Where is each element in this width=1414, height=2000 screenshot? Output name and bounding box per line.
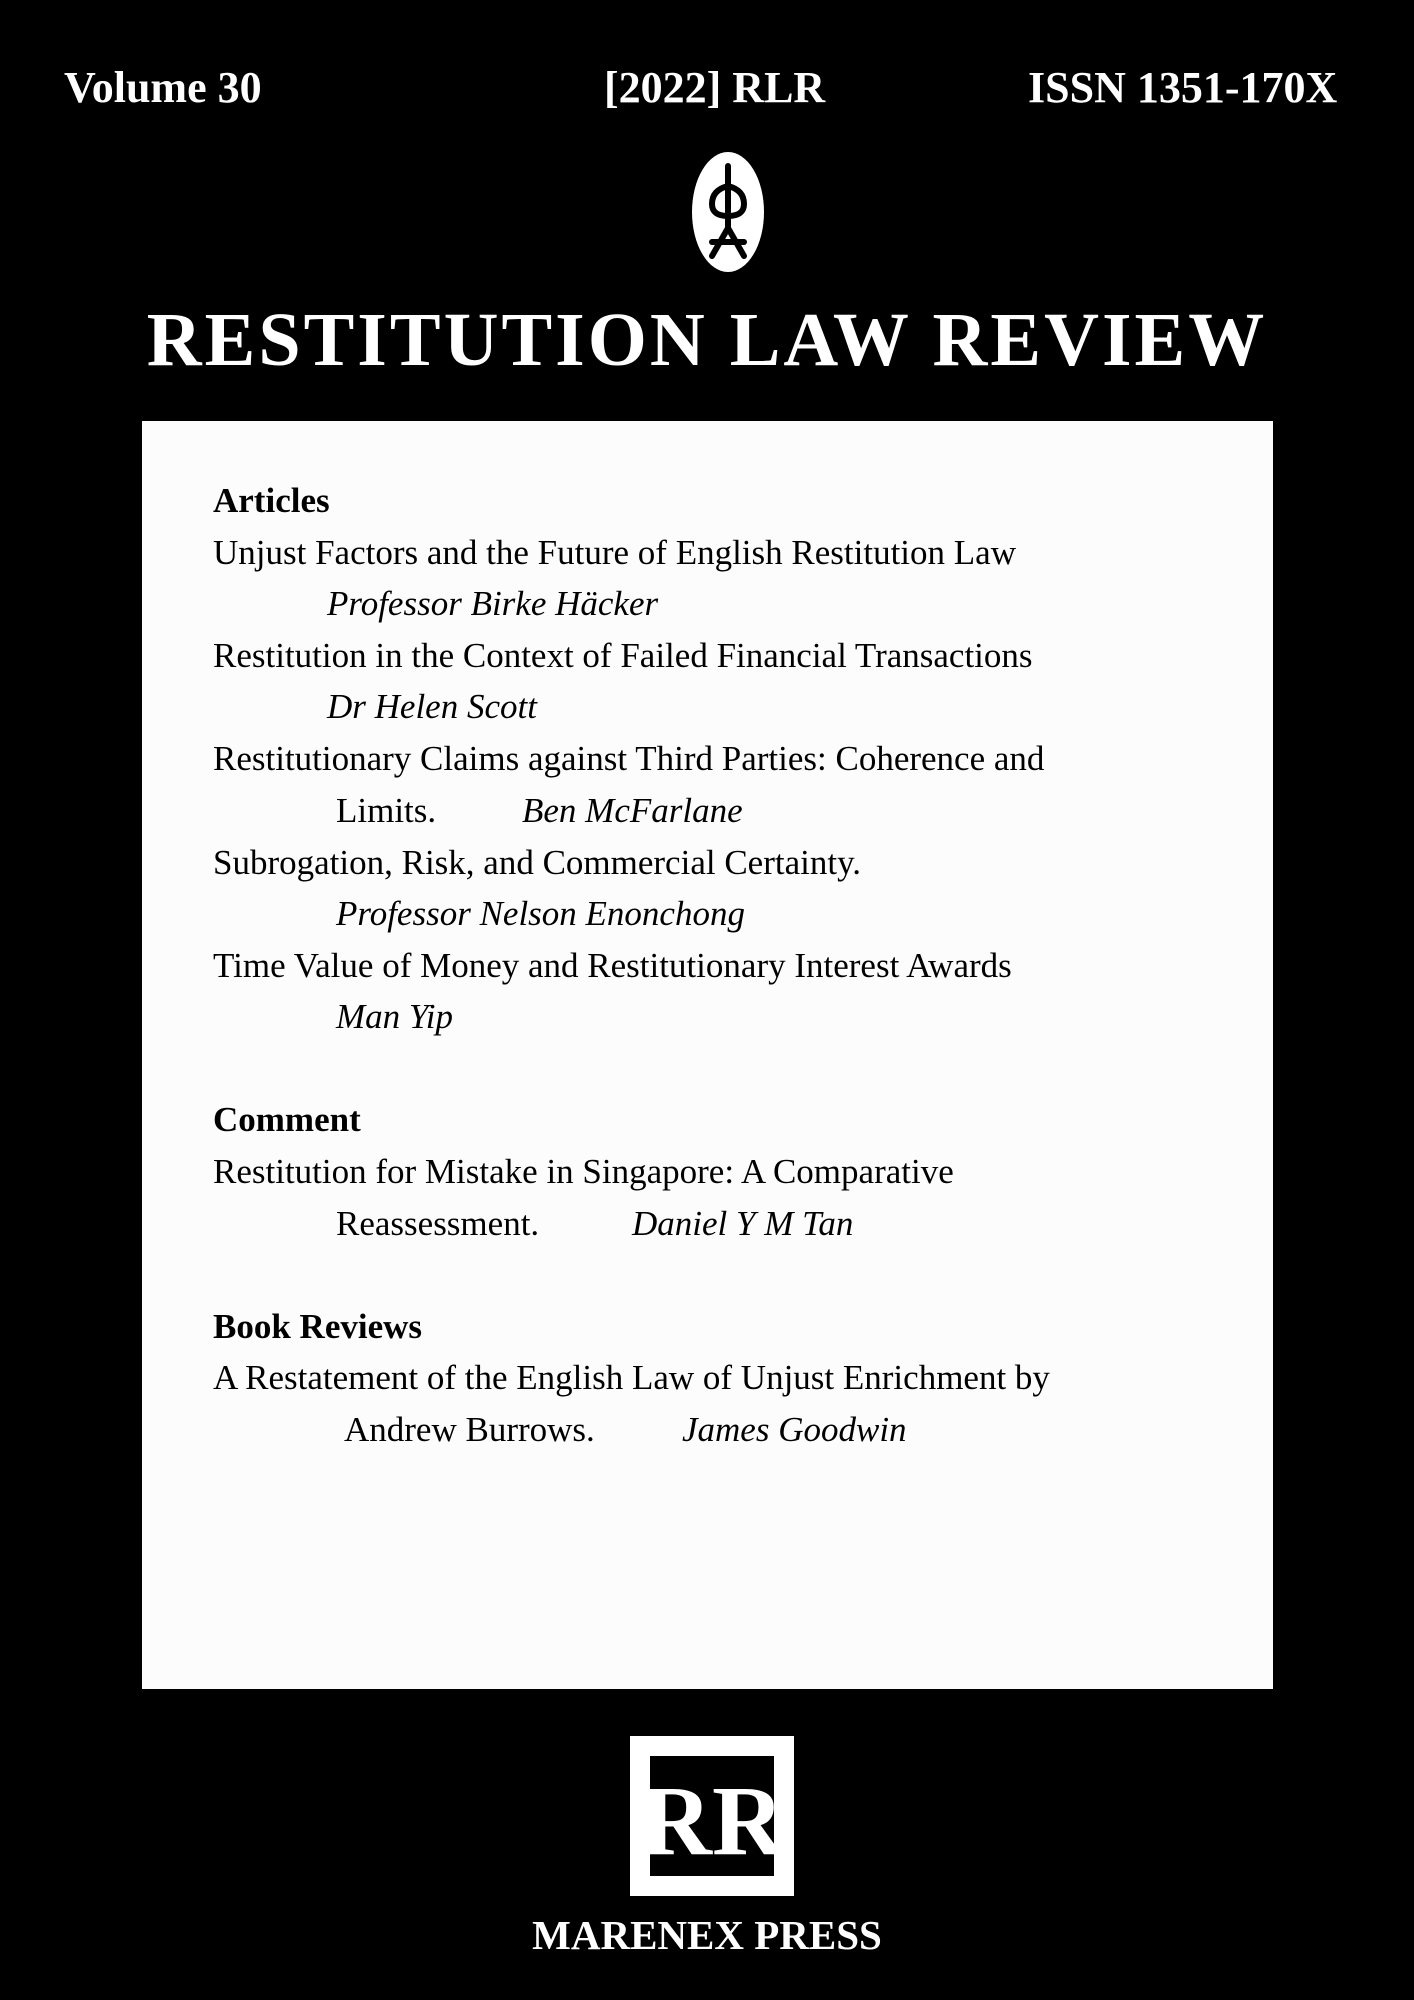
year-label: [2022] RLR	[604, 63, 826, 112]
issn-label: ISSN 1351-170X	[1028, 63, 1338, 112]
article-author: Professor Nelson Enonchong	[336, 894, 745, 933]
article-title: Time Value of Money and Restitutionary Interest Awards	[213, 946, 1012, 985]
book-review-title-continuation: Andrew Burrows.	[344, 1410, 595, 1449]
svg-text:RR: RR	[639, 1765, 785, 1876]
article-author: Ben McFarlane	[522, 791, 743, 830]
article-author: Dr Helen Scott	[327, 687, 537, 726]
book-review-author: James Goodwin	[682, 1410, 907, 1449]
comment-title-continuation: Reassessment.	[336, 1204, 540, 1243]
journal-emblem-icon	[690, 150, 766, 274]
journal-title: RESTITUTION LAW REVIEW	[146, 298, 1268, 382]
article-title: Restitution in the Context of Failed Financial Transactions	[213, 636, 1033, 675]
contents-panel	[142, 421, 1273, 1689]
volume-label: Volume 30	[64, 63, 262, 112]
article-author: Professor Birke Häcker	[327, 584, 659, 623]
book-review-title: A Restatement of the English Law of Unjust Enrichment by	[213, 1358, 1050, 1397]
comment-author: Daniel Y M Tan	[632, 1204, 854, 1243]
publisher-name: MARENEX PRESS	[532, 1912, 882, 1958]
article-author: Man Yip	[336, 997, 453, 1036]
article-title-continuation: Limits.	[336, 791, 437, 830]
article-title: Restitutionary Claims against Third Parties: Coherence and	[213, 739, 1045, 778]
comment-heading: Comment	[213, 1100, 361, 1139]
marenex-logo-icon	[630, 1736, 794, 1896]
article-title: Subrogation, Risk, and Commercial Certainty.	[213, 843, 862, 882]
book-reviews-heading: Book Reviews	[213, 1307, 423, 1346]
comment-title: Restitution for Mistake in Singapore: A Comparative	[213, 1152, 954, 1191]
articles-heading: Articles	[213, 481, 330, 520]
article-title: Unjust Factors and the Future of English Restitution Law	[213, 533, 1016, 572]
